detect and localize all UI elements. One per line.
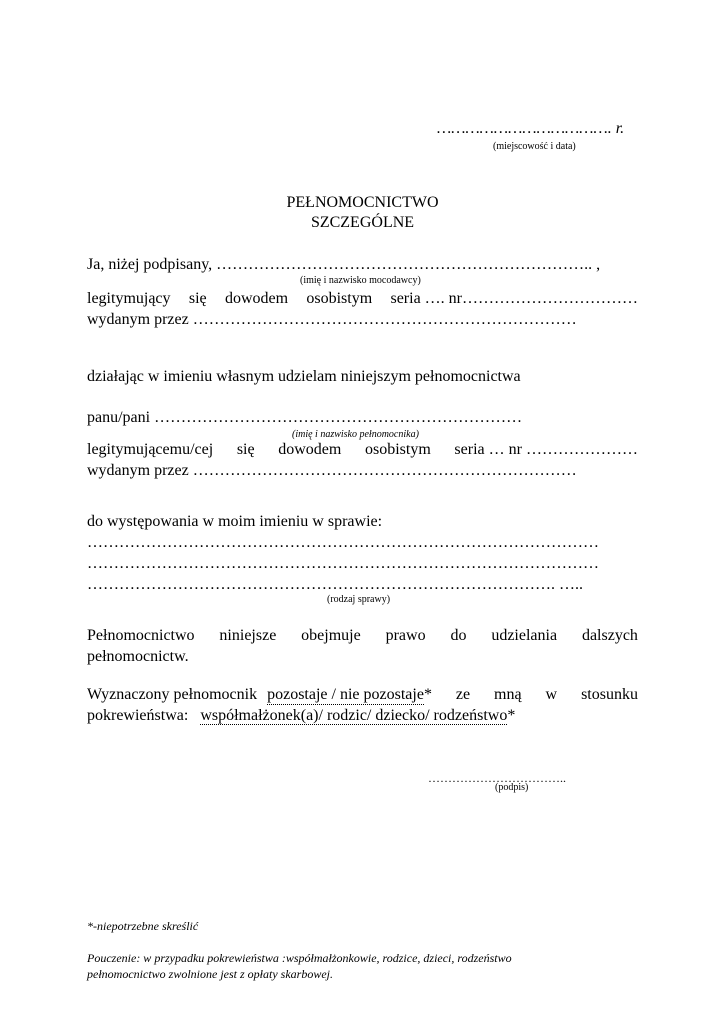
place-date-caption: (miejscowość i data) <box>493 141 576 152</box>
place-date-line: ………………………………. r. <box>437 120 625 137</box>
kinship-word: w <box>545 686 558 703</box>
principal-id-word: się <box>188 290 207 307</box>
substitution-word: Pełnomocnictwo <box>87 627 195 644</box>
principal-id-word: seria …. nr…………………………… <box>390 290 638 307</box>
attorney-name-line: panu/pani …………………………………………………………… <box>87 409 523 426</box>
matter-line-2: …………………………………………………………………………………… <box>87 555 599 572</box>
kinship-relation-options: współmałżonek(a)/ rodzic/ dziecko/ rodzeństwo <box>200 707 508 724</box>
substitution-word: niniejsze <box>219 627 277 644</box>
attorney-issued-by-line: wydanym przez ……………………………………………………………… <box>87 462 577 479</box>
kinship-suffix <box>424 686 638 704</box>
principal-id-word: dowodem <box>224 290 289 307</box>
substitution-word: do <box>450 627 467 644</box>
substitution-line-2: pełnomocnictw. <box>87 648 189 665</box>
strike-note: *-niepotrzebne skreślić <box>87 919 199 933</box>
kinship-label: pokrewieństwa: <box>87 707 189 724</box>
signature-caption: (podpis) <box>495 782 529 793</box>
signature-line: …………………………….. <box>428 771 566 785</box>
attorney-id-word: legitymującemu/cej <box>87 441 214 458</box>
kinship-word: ze <box>455 686 471 703</box>
attorney-id-word: seria … nr ………………… <box>454 441 638 458</box>
matter-line-3: ……………………………………………………………………………. ….. <box>87 576 583 593</box>
kinship-word: stosunku <box>581 686 638 703</box>
matter-intro: do występowania w moim imieniu w sprawie: <box>87 513 383 530</box>
instruction-line-2: pełnomocnictwo zwolnione jest z opłaty skarbowej. <box>87 967 333 981</box>
kinship-prefix: Wyznaczony pełnomocnik <box>87 686 258 703</box>
kinship-options: pozostaje / nie pozostaje <box>267 686 424 703</box>
document-title: PEŁNOMOCNICTWO <box>286 194 439 211</box>
principal-id-line <box>87 290 638 308</box>
attorney-id-word: osobistym <box>364 441 431 458</box>
attorney-id-word: się <box>236 441 255 458</box>
acting-statement: działając w imieniu własnym udzielam niniejszym pełnomocnictwa <box>87 368 521 385</box>
principal-id-word: osobistym <box>306 290 373 307</box>
principal-id-word: legitymujący <box>87 290 171 307</box>
asterisk-mark: * <box>507 707 516 724</box>
kinship-line-2 <box>87 707 515 725</box>
asterisk-mark: * <box>423 686 432 703</box>
substitution-word: udzielania <box>491 627 558 644</box>
document-subtitle: SZCZEGÓLNE <box>310 214 415 231</box>
attorney-name-caption: (imię i nazwisko pełnomocnika) <box>292 429 419 440</box>
kinship-line-1 <box>87 686 638 705</box>
attorney-id-line <box>87 441 638 459</box>
matter-caption: (rodzaj sprawy) <box>327 594 391 605</box>
principal-issued-by-line: wydanym przez ……………………………………………………………… <box>87 311 577 328</box>
matter-line-1: …………………………………………………………………………………… <box>87 534 599 551</box>
attorney-id-word: dowodem <box>278 441 342 458</box>
principal-name-line: Ja, niżej podpisany, …………………………………………………………….. , <box>87 256 601 273</box>
substitution-word: prawo <box>385 627 426 644</box>
instruction-line-1: Pouczenie: w przypadku pokrewieństwa :współmałżonkowie, rodzice, dzieci, rodzeństwo <box>87 951 512 965</box>
principal-name-caption: (imię i nazwisko mocodawcy) <box>300 275 421 286</box>
substitution-word: obejmuje <box>301 627 361 644</box>
substitution-word: dalszych <box>581 627 638 644</box>
kinship-word: mną <box>494 686 522 703</box>
substitution-line-1 <box>87 627 638 645</box>
